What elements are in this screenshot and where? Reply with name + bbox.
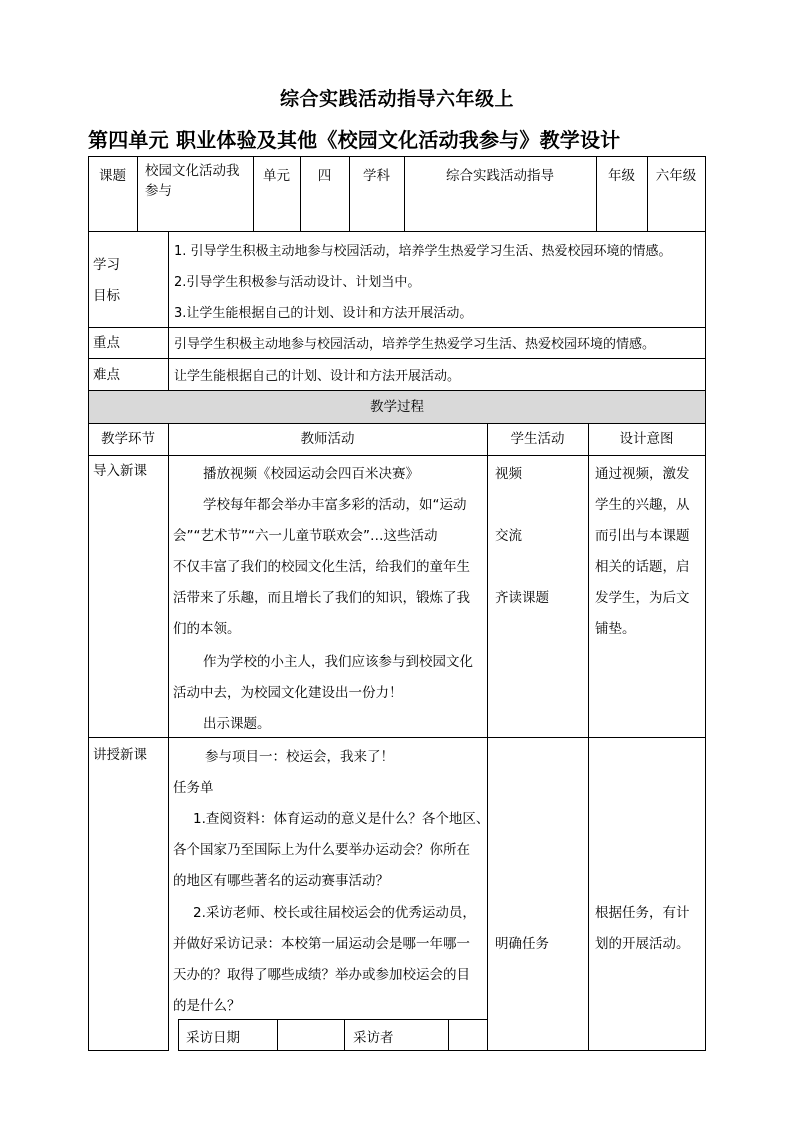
table-rule: [88, 327, 706, 328]
table-rule: [487, 423, 488, 1051]
lecture-teacher-line: 任务单: [173, 780, 214, 796]
table-border-left: [88, 156, 89, 1051]
table-rule: [88, 390, 706, 391]
interview-table-bottom: [178, 1050, 487, 1051]
table-rule: [88, 358, 706, 359]
intro-student-item: 齐读课题: [495, 590, 549, 606]
lecture-stage-label: 讲授新课: [93, 747, 147, 763]
table-border-bottom: [88, 1050, 169, 1051]
interview-table-rule: [448, 1019, 449, 1051]
intro-teacher-line: 学校每年都会举办丰富多彩的活动，如“运动: [203, 497, 467, 513]
intro-teacher-line: 作为学校的小主人，我们应该参与到校园文化: [203, 654, 473, 670]
lecture-teacher-line: 的是什么？: [173, 998, 241, 1014]
objectives-label-line2: 目标: [93, 288, 120, 304]
course-label: 课题: [99, 168, 126, 184]
interviewer-label: 采访者: [353, 1030, 394, 1046]
unit-value: 四: [317, 168, 332, 184]
lecture-teacher-line: 1.查阅资料：体育运动的意义是什么？各个地区、: [193, 811, 490, 827]
intro-teacher-line: 活动中去，为校园文化建设出一份力！: [173, 685, 403, 701]
table-border-bottom: [487, 1050, 706, 1051]
grade-label: 年级: [608, 168, 635, 184]
lecture-teacher-line: 2.采访老师、校长或往届校运会的优秀运动员，: [193, 905, 476, 921]
objectives-label-line1: 学习: [93, 257, 120, 273]
objective-item: 1. 引导学生积极主动地参与校园活动，培养学生热爱学习生活、热爱校园环境的情感。: [174, 244, 672, 259]
intro-teacher-line: 会”“艺术节”“六一儿童节联欢会”…这些活动: [173, 528, 438, 544]
difficulty-text: 让学生能根据自己的计划、设计和方法开展活动。: [174, 369, 461, 384]
table-rule: [88, 231, 706, 232]
table-rule: [88, 455, 706, 456]
column-header-student: 学生活动: [510, 431, 565, 447]
lecture-intent-line: 根据任务，有计: [595, 905, 690, 921]
key-point-label: 重点: [93, 335, 120, 351]
lecture-teacher-line: 的地区有哪些著名的运动赛事活动？: [173, 873, 389, 889]
table-rule: [88, 423, 706, 424]
intro-intent-line: 相关的话题，启: [595, 559, 690, 575]
column-header-teacher: 教师活动: [300, 431, 355, 447]
intro-teacher-line: 出示课题。: [203, 716, 271, 732]
table-rule: [168, 231, 169, 390]
subject-label: 学科: [363, 168, 390, 184]
objective-item: 2.引导学生积极参与活动设计、计划当中。: [174, 275, 421, 290]
column-header-stage: 教学环节: [101, 431, 155, 447]
table-rule: [588, 423, 589, 1051]
intro-intent-line: 而引出与本课题: [595, 528, 690, 544]
lecture-teacher-line: 天办的？取得了哪些成绩？举办或参加校运会的目: [173, 967, 470, 983]
document-title: 综合实践活动指导六年级上: [279, 88, 514, 110]
course-value-line1: 校园文化活动我: [145, 163, 240, 179]
intro-intent-line: 通过视频，激发: [595, 466, 690, 482]
process-header: 教学过程: [370, 399, 424, 415]
interview-table-top: [178, 1019, 487, 1020]
table-rule: [168, 423, 169, 1051]
document-subtitle: 第四单元 职业体验及其他《校园文化活动我参与》教学设计: [88, 128, 621, 152]
intro-student-item: 交流: [495, 528, 522, 544]
unit-label: 单元: [263, 168, 290, 184]
course-value-line2: 参与: [145, 183, 172, 199]
lecture-teacher-line: 并做好采访记录：本校第一届运动会是哪一年哪一: [173, 936, 470, 952]
intro-teacher-line: 们的本领。: [173, 621, 241, 637]
column-header-intent: 设计意图: [619, 431, 674, 447]
intro-intent-line: 铺垫。: [595, 621, 636, 637]
intro-teacher-line: 活带来了乐趣，而且增长了我们的知识，锻炼了我: [173, 590, 470, 606]
intro-teacher-line: 不仅丰富了我们的校园文化生活，给我们的童年生: [173, 559, 470, 575]
lecture-teacher-line: 参与项目一：校运会，我来了！: [205, 749, 394, 765]
interview-table-left: [178, 1019, 179, 1051]
interview-table-rule: [277, 1019, 278, 1051]
intro-intent-line: 学生的兴趣，从: [595, 497, 690, 513]
subject-value: 综合实践活动指导: [446, 168, 554, 184]
key-point-text: 引导学生积极主动地参与校园活动，培养学生热爱学习生活、热爱校园环境的情感。: [174, 337, 656, 352]
intro-intent-line: 发学生，为后文: [595, 590, 690, 606]
difficulty-label: 难点: [93, 367, 120, 383]
intro-student-item: 视频: [495, 466, 522, 482]
objective-item: 3.让学生能根据自己的计划、设计和方法开展活动。: [174, 306, 473, 321]
table-rule: [88, 737, 706, 738]
intro-teacher-line: 播放视频《校园运动会四百米决赛》: [203, 466, 419, 482]
interview-date-label: 采访日期: [186, 1030, 240, 1046]
grade-value: 六年级: [655, 168, 697, 184]
table-border-top: [88, 156, 706, 157]
table-border-right: [705, 156, 706, 1051]
table-rule: [137, 156, 138, 231]
interview-table-rule: [344, 1019, 345, 1051]
intro-stage-label: 导入新课: [93, 463, 147, 479]
lecture-intent-line: 划的开展活动。: [595, 936, 690, 952]
lecture-student-text: 明确任务: [495, 936, 549, 952]
lecture-teacher-line: 各个国家乃至国际上为什么要举办运动会？你所在: [173, 842, 470, 858]
